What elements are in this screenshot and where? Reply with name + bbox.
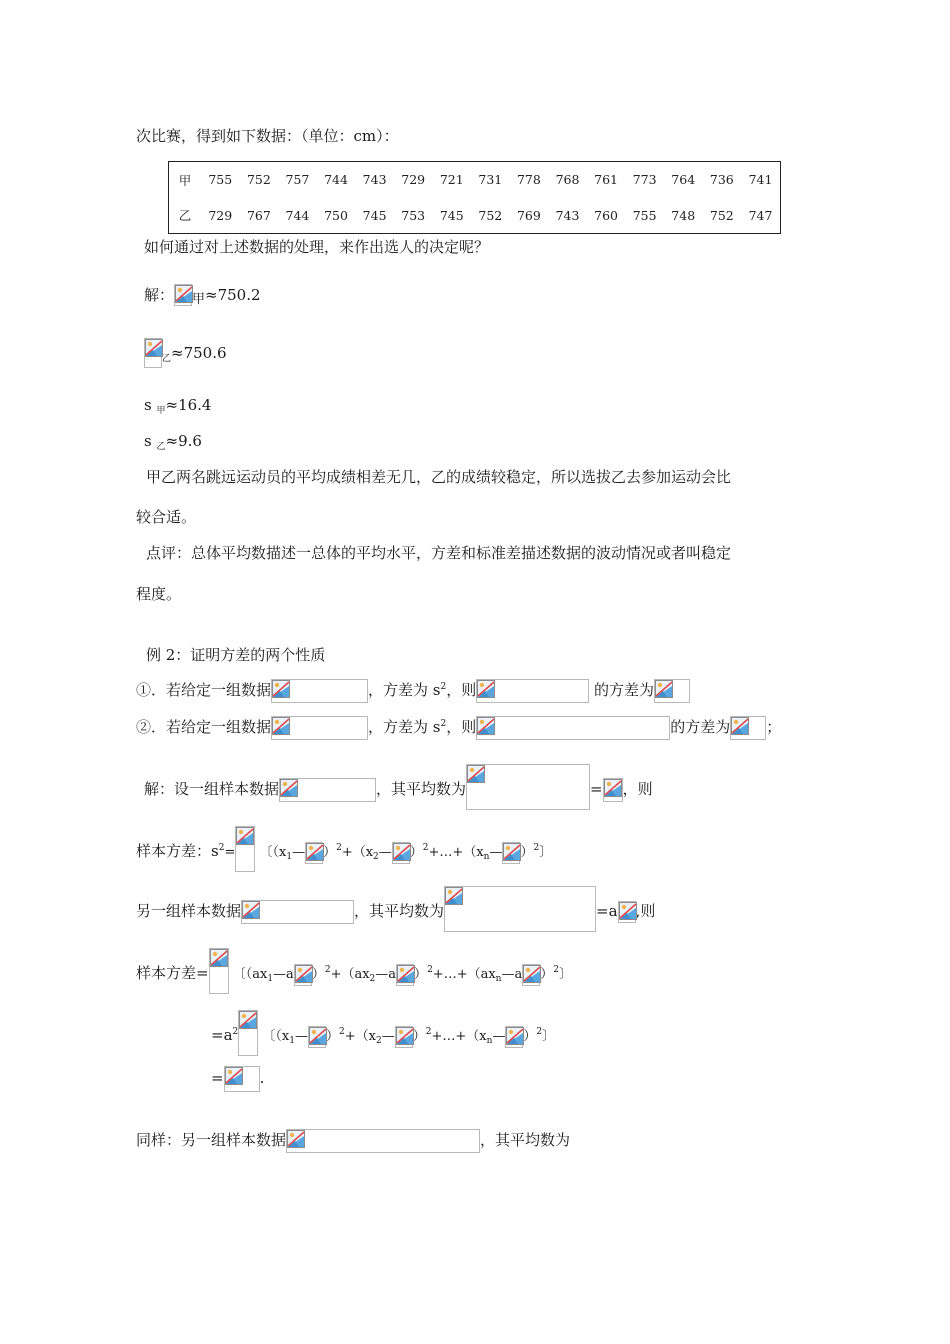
image-placeholder-icon xyxy=(396,964,414,986)
image-placeholder-icon xyxy=(294,964,312,986)
s-symbol: s xyxy=(144,432,152,450)
image-placeholder-icon xyxy=(279,778,376,802)
subscript: 甲 xyxy=(156,406,166,416)
table-cell: 745 xyxy=(439,207,464,223)
image-placeholder-icon xyxy=(209,948,229,994)
text: ，则 xyxy=(446,718,477,736)
std-jia-line xyxy=(144,398,211,416)
superscript: 2 xyxy=(427,965,433,975)
text: +…+（x xyxy=(431,1029,487,1044)
table-cell: 753 xyxy=(401,207,426,223)
mean-yi-value: ≈750.6 xyxy=(171,344,227,362)
superscript: 2 xyxy=(336,843,342,853)
text: ） xyxy=(520,845,534,860)
image-placeholder-icon xyxy=(271,679,368,703)
table-cell: 741 xyxy=(748,172,773,188)
text: ） xyxy=(414,967,428,982)
table-row xyxy=(169,198,781,234)
text: +（ax xyxy=(330,967,370,982)
variance2-formula-line xyxy=(136,948,572,994)
text: ，其平均数为 xyxy=(376,780,467,798)
text: . xyxy=(259,1069,265,1087)
std-yi-line xyxy=(144,434,202,452)
image-placeholder-icon xyxy=(271,716,368,740)
text: ） xyxy=(409,845,423,860)
superscript: 2 xyxy=(440,719,447,729)
table-cell: 729 xyxy=(401,172,426,188)
intro-text: 次比赛，得到如下数据：（单位：cm）： xyxy=(136,127,399,145)
subscript: 甲 xyxy=(192,292,206,307)
solution2-line xyxy=(144,764,653,810)
image-placeholder-icon xyxy=(654,679,690,703)
superscript: 2 xyxy=(232,1027,239,1037)
table-cell: 768 xyxy=(555,172,580,188)
table-cell: 744 xyxy=(324,172,348,188)
table-cell: 769 xyxy=(516,207,541,223)
subscript: 乙 xyxy=(162,354,172,364)
text: +（x xyxy=(341,845,374,860)
image-placeholder-icon xyxy=(238,1010,258,1056)
subscript: n xyxy=(495,974,502,984)
superscript: 2 xyxy=(533,843,540,853)
subscript: 2 xyxy=(369,974,376,984)
text: 的方差为 xyxy=(594,681,655,699)
table-cell: 761 xyxy=(594,172,618,188)
image-placeholder-icon xyxy=(308,1026,326,1048)
text: ） xyxy=(311,967,325,982)
image-placeholder-icon xyxy=(603,778,623,802)
text: ，方差为 s xyxy=(368,681,441,699)
text: ，则 xyxy=(446,681,477,699)
table-cell: 755 xyxy=(632,207,657,223)
subscript: 2 xyxy=(375,1036,382,1046)
text: — xyxy=(292,845,306,860)
table-cell: 744 xyxy=(285,207,310,223)
text: 同样：另一组样本数据 xyxy=(136,1131,287,1149)
table-cell: 736 xyxy=(709,172,734,188)
std-yi-value: ≈9.6 xyxy=(165,432,202,450)
image-placeholder-icon xyxy=(618,901,636,923)
text: =a xyxy=(596,902,618,920)
image-placeholder-icon xyxy=(392,842,410,864)
text: 样本方差= xyxy=(136,964,209,982)
row-label: 乙 xyxy=(178,208,192,224)
text: = xyxy=(224,845,236,860)
property2-line xyxy=(136,716,781,740)
image-placeholder-icon xyxy=(466,764,590,810)
text: ） xyxy=(523,1029,537,1044)
text: = xyxy=(211,1069,224,1087)
table-cell: 752 xyxy=(709,207,734,223)
text: ,则 xyxy=(635,902,656,920)
table-cell: 729 xyxy=(208,207,233,223)
text: ，则 xyxy=(622,780,653,798)
table-cell: 778 xyxy=(516,172,541,188)
image-placeholder-icon xyxy=(505,1026,523,1048)
text: — xyxy=(381,1029,395,1044)
table-cell: 743 xyxy=(362,172,387,188)
superscript: 2 xyxy=(440,682,447,692)
table-cell: 767 xyxy=(246,207,271,223)
superscript: 2 xyxy=(536,1027,543,1037)
text: —a xyxy=(273,967,294,982)
text: ，其平均数为 xyxy=(354,902,445,920)
image-placeholder-icon xyxy=(235,826,255,872)
text: — xyxy=(492,1029,506,1044)
table-cell: 743 xyxy=(555,207,580,223)
table-cell: 748 xyxy=(671,207,696,223)
superscript: 2 xyxy=(324,965,331,975)
other-sample-line xyxy=(136,886,655,932)
subscript: 1 xyxy=(267,974,274,984)
text: 〔（ax xyxy=(232,967,268,982)
text: 另一组样本数据 xyxy=(136,902,242,920)
image-placeholder-icon xyxy=(395,1026,413,1048)
table-row xyxy=(169,162,781,198)
score-table xyxy=(168,161,781,234)
superscript: 2 xyxy=(553,965,559,975)
mean-jia-line xyxy=(144,284,261,306)
text: 〔（x xyxy=(259,845,287,860)
text: ； xyxy=(766,718,782,736)
text: ） xyxy=(412,1029,426,1044)
image-placeholder-icon xyxy=(241,900,354,924)
superscript: 2 xyxy=(218,843,225,853)
text: —a xyxy=(501,967,523,982)
subscript: n xyxy=(486,1036,493,1046)
text: 〔（x xyxy=(262,1029,290,1044)
image-placeholder-icon xyxy=(444,886,596,932)
subscript: 1 xyxy=(286,852,293,862)
text: +…+（ax xyxy=(432,967,496,982)
same-sample-line xyxy=(136,1129,570,1153)
solution-prefix: 解： xyxy=(144,286,175,304)
derivation-line3 xyxy=(211,1010,555,1056)
text: ，其平均数为 xyxy=(480,1131,571,1149)
conclusion-line2: 较合适。 xyxy=(136,508,197,526)
text: ①．若给定一组数据 xyxy=(136,681,272,699)
superscript: 2 xyxy=(338,1027,345,1037)
comment-line2: 程度。 xyxy=(136,585,182,603)
text: 解：设一组样本数据 xyxy=(144,780,280,798)
mean-jia-value: ≈750.2 xyxy=(205,286,261,304)
table-cell: 731 xyxy=(478,172,503,188)
table-cell: 764 xyxy=(671,172,696,188)
derivation-line4 xyxy=(211,1066,264,1092)
subscript: 乙 xyxy=(156,442,166,452)
table-cell: 760 xyxy=(594,207,618,223)
table-cell: 752 xyxy=(246,172,271,188)
text: 〕 xyxy=(539,845,553,860)
example2-title: 例 2：证明方差的两个性质 xyxy=(146,646,326,664)
text: ②．若给定一组数据 xyxy=(136,718,272,736)
table-cell: 750 xyxy=(324,207,348,223)
subscript: n xyxy=(483,852,490,862)
image-placeholder-icon xyxy=(144,338,162,368)
text: 〕 xyxy=(558,967,572,982)
text: — xyxy=(294,1029,308,1044)
std-jia-value: ≈16.4 xyxy=(165,396,212,414)
variance-formula-line xyxy=(136,826,552,872)
table-cell: 757 xyxy=(285,172,310,188)
image-placeholder-icon xyxy=(174,284,192,306)
text: 的方差为 xyxy=(670,718,731,736)
text: ） xyxy=(540,967,554,982)
text: ） xyxy=(325,1029,339,1044)
comment-line1: 点评：总体平均数描述一总体的平均水平，方差和标准差描述数据的波动情况或者叫稳定 xyxy=(146,544,732,562)
question-text: 如何通过对上述数据的处理，来作出选人的决定呢？ xyxy=(144,238,490,256)
table-cell: 721 xyxy=(439,172,464,188)
text: —a xyxy=(375,967,397,982)
subscript: 1 xyxy=(289,1036,295,1046)
image-placeholder-icon xyxy=(476,716,670,740)
mean-yi-line xyxy=(144,338,227,368)
text: +…+（x xyxy=(428,845,484,860)
table-cell: 752 xyxy=(478,207,503,223)
image-placeholder-icon xyxy=(286,1129,480,1153)
s-symbol: s xyxy=(144,396,152,414)
image-placeholder-icon xyxy=(476,679,589,703)
property1-line xyxy=(136,679,690,703)
text: 〕 xyxy=(542,1029,556,1044)
text: +（x xyxy=(344,1029,376,1044)
text: =a xyxy=(211,1026,233,1044)
conclusion-line1: 甲乙两名跳远运动员的平均成绩相差无几，乙的成绩较稳定，所以选拔乙去参加运动会比 xyxy=(146,468,732,486)
image-placeholder-icon xyxy=(502,842,520,864)
image-placeholder-icon xyxy=(305,842,323,864)
image-placeholder-icon xyxy=(730,716,766,740)
table-cell: 755 xyxy=(208,172,233,188)
subscript: 2 xyxy=(373,852,379,862)
text: — xyxy=(378,845,392,860)
image-placeholder-icon xyxy=(522,964,540,986)
text: = xyxy=(590,780,603,798)
text: ） xyxy=(323,845,337,860)
table-cell: 773 xyxy=(632,172,657,188)
image-placeholder-icon xyxy=(224,1066,260,1092)
table-cell: 747 xyxy=(748,207,773,223)
table-cell: 745 xyxy=(362,207,387,223)
superscript: 2 xyxy=(425,1027,432,1037)
row-label: 甲 xyxy=(178,172,192,188)
superscript: 2 xyxy=(422,843,429,853)
text: ，方差为 s xyxy=(368,718,441,736)
text: — xyxy=(489,845,503,860)
text: 样本方差：s xyxy=(136,842,219,860)
